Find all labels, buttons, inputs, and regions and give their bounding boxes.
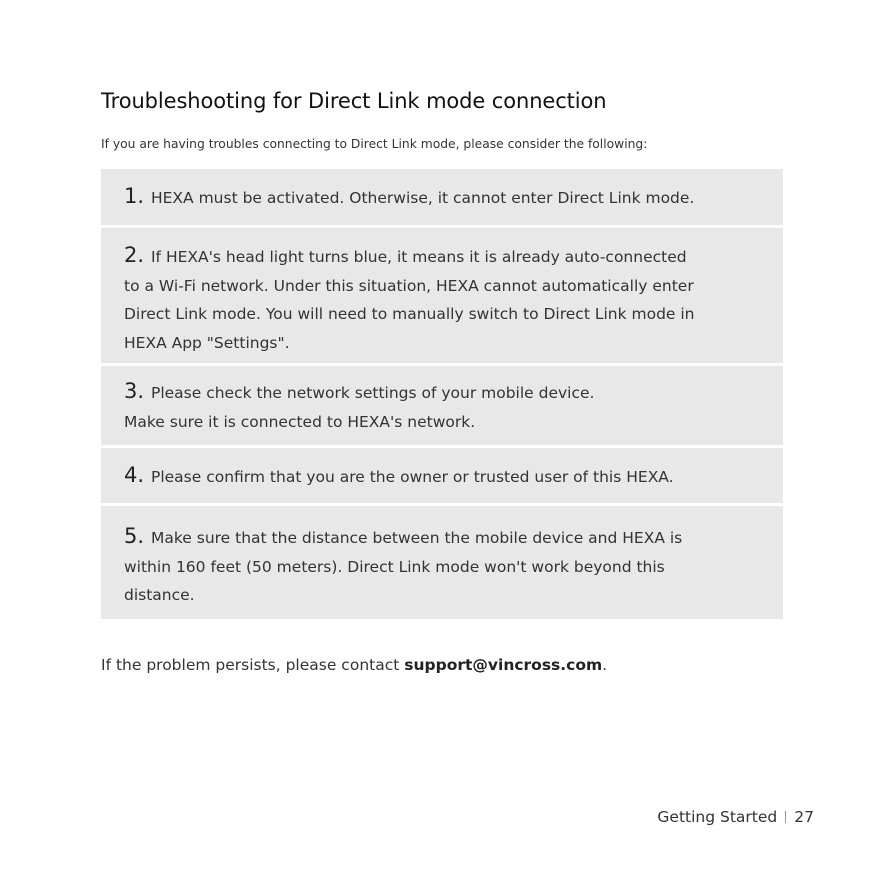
tip-line xyxy=(124,377,767,408)
tip-item xyxy=(101,366,783,445)
tip-item xyxy=(101,228,783,363)
tip-line: HEXA App "Settings". xyxy=(124,333,290,352)
tip-line: Make sure it is connected to HEXA's network. xyxy=(124,412,476,431)
section-name: Getting Started xyxy=(657,808,778,826)
tip-text: HEXA must be activated. Otherwise, it cannot enter Direct Link mode. xyxy=(150,189,695,207)
tip-line: distance. xyxy=(124,586,195,604)
tip-text: If HEXA's head light turns blue, it means it is already auto-connected xyxy=(150,248,687,266)
tip-number: 3. xyxy=(124,379,145,403)
tip-line: Direct Link mode. You will need to manually switch to Direct Link mode in xyxy=(124,305,695,323)
tip-line xyxy=(124,522,767,553)
intro-text: If you are having troubles connecting to Direct Link mode, please consider the following: xyxy=(101,137,648,151)
tip-line: within 160 feet (50 meters). Direct Link mode won't work beyond this xyxy=(124,557,665,576)
tip-number: 5. xyxy=(124,524,145,548)
tip-number: 4. xyxy=(124,463,145,487)
tip-text: Please confirm that you are the owner or trusted user of this HEXA. xyxy=(150,468,674,486)
contact-note xyxy=(101,656,607,674)
tip-item xyxy=(101,448,783,503)
tip-item xyxy=(101,169,783,225)
footer-divider xyxy=(785,811,786,823)
tip-number: 1. xyxy=(124,184,145,208)
tip-text: Make sure that the distance between the mobile device and HEXA is xyxy=(150,529,683,547)
contact-note-suffix: . xyxy=(602,656,608,674)
page-title: Troubleshooting for Direct Link mode connection xyxy=(101,89,607,113)
contact-note-prefix: If the problem persists, please contact xyxy=(101,656,405,674)
tips-list xyxy=(101,169,783,619)
tip-line xyxy=(124,182,767,213)
tip-line xyxy=(124,461,767,492)
page-number: 27 xyxy=(794,808,814,826)
tip-line xyxy=(124,241,767,272)
support-email-link[interactable]: support@vincross.com xyxy=(404,656,603,674)
tip-item xyxy=(101,506,783,619)
tip-line: to a Wi-Fi network. Under this situation, HEXA cannot automatically enter xyxy=(124,276,694,295)
tip-text: Please check the network settings of your mobile device. xyxy=(150,384,595,402)
tip-number: 2. xyxy=(124,243,145,267)
page-footer xyxy=(657,808,814,826)
